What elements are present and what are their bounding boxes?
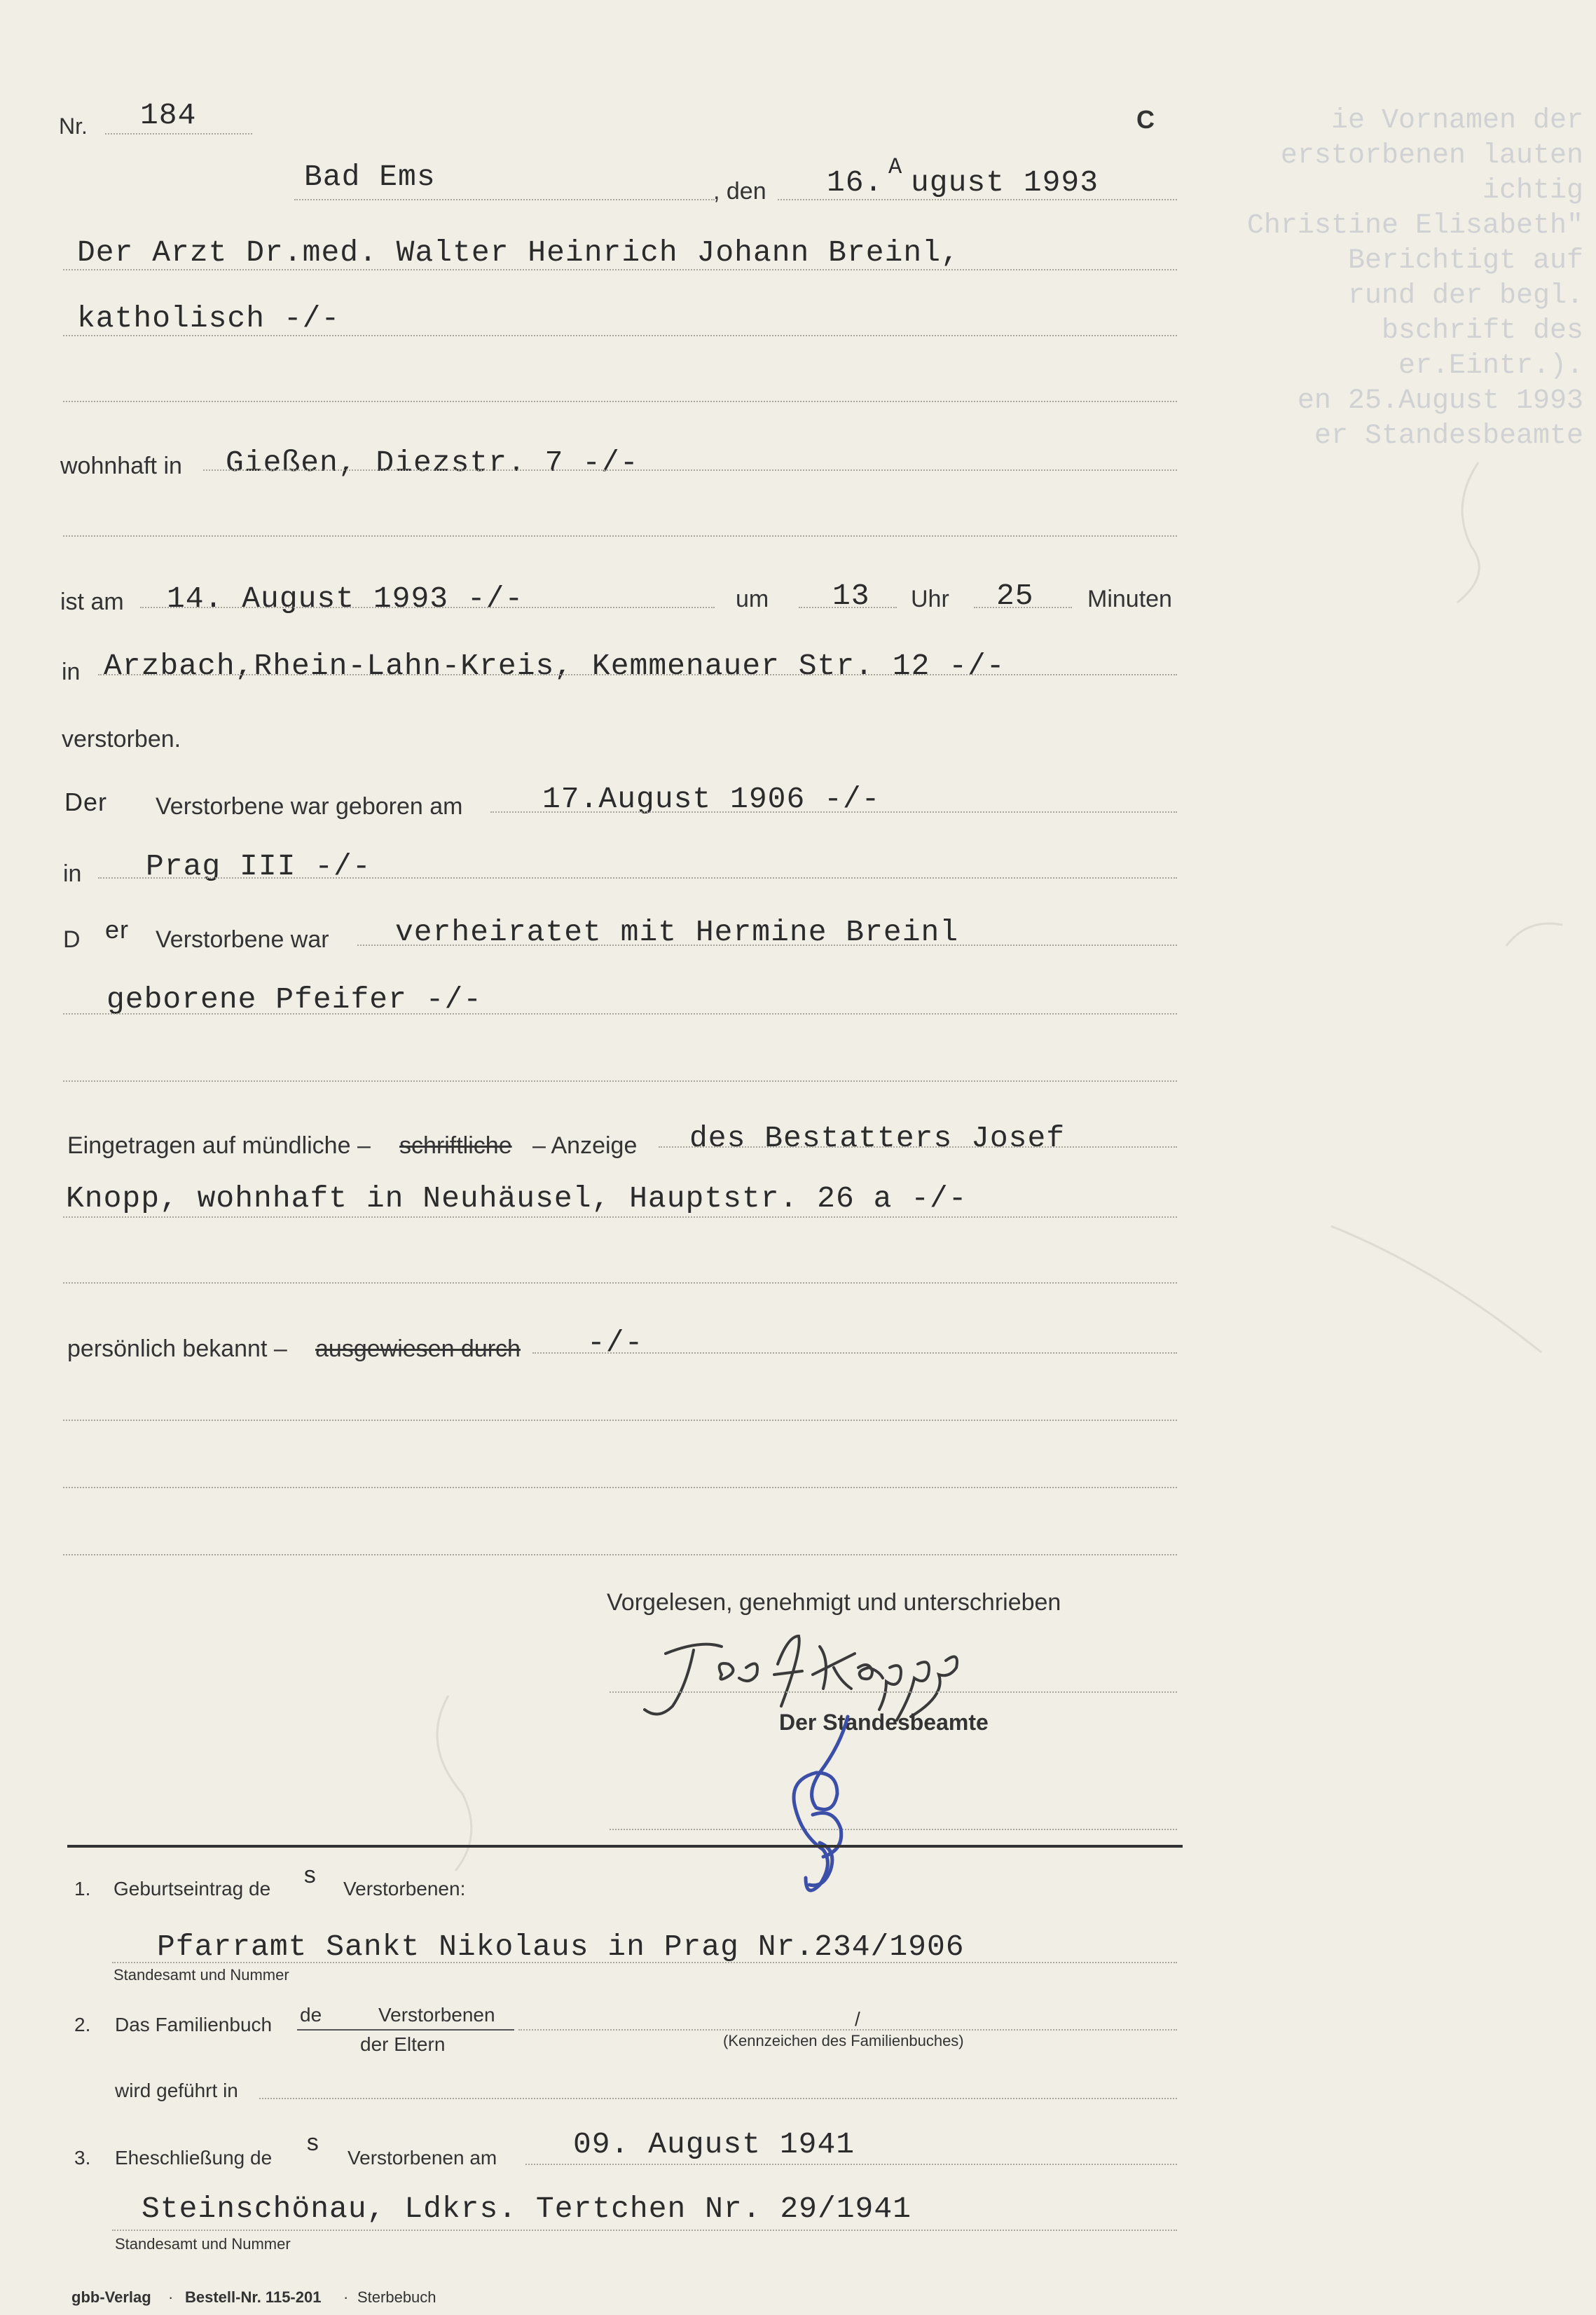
bleed-line: en 25.August 1993 bbox=[1297, 385, 1583, 417]
note-1-number: 1. bbox=[74, 1878, 91, 1900]
death-minutes: 25 bbox=[996, 579, 1034, 613]
marital-prefix-er: er bbox=[105, 915, 130, 944]
nr-label: Nr. bbox=[59, 114, 88, 139]
dotted-line bbox=[63, 1420, 1177, 1421]
note-2-de: de bbox=[300, 2004, 322, 2026]
bleed-line: bschrift des bbox=[1381, 315, 1583, 347]
dotted-line bbox=[799, 607, 897, 608]
dotted-line bbox=[63, 1013, 1177, 1015]
note-2-number: 2. bbox=[74, 2014, 91, 2035]
dotted-line bbox=[140, 607, 715, 608]
place-line bbox=[294, 199, 715, 200]
nr-value: 184 bbox=[140, 98, 197, 132]
dotted-line bbox=[659, 1146, 1177, 1148]
date-line bbox=[778, 199, 1177, 200]
dotted-line bbox=[63, 1080, 1177, 1082]
bleed-line: er.Eintr.). bbox=[1398, 350, 1583, 382]
marital-label: Verstorbene war bbox=[156, 926, 329, 953]
death-hour: 13 bbox=[832, 579, 870, 613]
note-1-label-b: Verstorbenen: bbox=[343, 1878, 466, 1900]
registration-line-2: Knopp, wohnhaft in Neuhäusel, Hauptstr. 26 a -/- bbox=[66, 1181, 968, 1216]
bleed-line: ichtig bbox=[1482, 175, 1583, 207]
note-2-verstorbenen: Verstorbenen bbox=[378, 2004, 495, 2026]
dotted-line bbox=[297, 2029, 514, 2031]
dotted-line bbox=[974, 607, 1072, 608]
bleed-line: er Standesbeamte bbox=[1314, 420, 1583, 452]
death-uhr-label: Uhr bbox=[911, 586, 949, 612]
bleed-line: erstorbenen lauten bbox=[1280, 140, 1583, 172]
birth-in-label: in bbox=[63, 860, 82, 887]
footer-sep: · bbox=[168, 2288, 174, 2306]
birth-date: 17.August 1906 -/- bbox=[542, 782, 881, 816]
reporter-line-1: Der Arzt Dr.med. Walter Heinrich Johann Breinl, bbox=[77, 235, 960, 270]
dotted-line bbox=[63, 1487, 1177, 1488]
dotted-line bbox=[98, 877, 1177, 879]
identity-label: persönlich bekannt – bbox=[67, 1335, 287, 1362]
dotted-line bbox=[525, 2164, 1177, 2165]
birth-label: Verstorbene war geboren am bbox=[156, 793, 463, 820]
bleed-line: ie Vornamen der bbox=[1330, 105, 1583, 137]
note-2-slash: / bbox=[855, 2008, 860, 2030]
dotted-line bbox=[63, 1216, 1177, 1218]
note-3-number: 3. bbox=[74, 2147, 91, 2169]
note-2-kennzeichen: (Kennzeichen des Familienbuches) bbox=[723, 2032, 964, 2049]
nr-line bbox=[105, 133, 252, 135]
corner-letter: C bbox=[1136, 105, 1155, 134]
dotted-line bbox=[532, 1352, 1177, 1354]
note-1-label-a: Geburtseintrag de bbox=[113, 1878, 271, 1900]
reporter-line-2: katholisch -/- bbox=[77, 301, 340, 336]
registration-line-1: des Bestatters Josef bbox=[689, 1121, 1066, 1155]
dotted-line bbox=[63, 1554, 1177, 1555]
dotted-line bbox=[63, 535, 1177, 537]
death-ist-am-label: ist am bbox=[60, 589, 124, 615]
dotted-line bbox=[112, 2230, 1177, 2231]
footer-publisher: gbb-Verlag bbox=[71, 2288, 151, 2306]
death-date: 14. August 1993 -/- bbox=[167, 582, 524, 616]
birth-prefix: Der bbox=[64, 788, 108, 816]
marital-line-2: geborene Pfeifer -/- bbox=[106, 982, 483, 1017]
dotted-line bbox=[203, 469, 1177, 471]
dotted-line bbox=[610, 1691, 1177, 1693]
dotted-line bbox=[63, 1282, 1177, 1284]
note-2-eltern: der Eltern bbox=[360, 2033, 446, 2055]
dotted-line bbox=[518, 2029, 1177, 2031]
note-3-value: Steinschönau, Ldkrs. Tertchen Nr. 29/1941 bbox=[142, 2192, 911, 2226]
confirm-label: Vorgelesen, genehmigt und unterschrieben bbox=[607, 1589, 1061, 1616]
footer-order: Bestell-Nr. 115-201 bbox=[185, 2288, 322, 2306]
note-3-s: s bbox=[305, 2131, 321, 2158]
death-um-label: um bbox=[736, 586, 769, 612]
death-place: Arzbach,Rhein-Lahn-Kreis, Kemmenauer Str. 12 -/- bbox=[104, 649, 1005, 683]
marital-line-1: verheiratet mit Hermine Breinl bbox=[395, 915, 959, 949]
registrar-label: Der Standesbeamte bbox=[779, 1710, 989, 1735]
date-caret: A bbox=[888, 154, 903, 180]
section-separator bbox=[67, 1845, 1183, 1848]
dotted-line bbox=[63, 335, 1177, 336]
registration-struck: schriftliche bbox=[399, 1132, 512, 1159]
note-3-date: 09. August 1941 bbox=[573, 2127, 855, 2162]
note-1-value: Pfarramt Sankt Nikolaus in Prag Nr.234/1906 bbox=[157, 1930, 965, 1964]
dotted-line bbox=[357, 944, 1177, 946]
bleed-line: Christine Elisabeth" bbox=[1246, 210, 1583, 242]
death-in-label: in bbox=[62, 659, 81, 685]
residence-value: Gießen, Diezstr. 7 -/- bbox=[226, 446, 639, 480]
dotted-line bbox=[98, 674, 1177, 675]
registrar-signature bbox=[764, 1710, 883, 1913]
place-value: Bad Ems bbox=[304, 160, 436, 194]
note-3-label-a: Eheschließung de bbox=[115, 2147, 273, 2169]
dotted-line bbox=[490, 811, 1177, 813]
note-2-wird: wird geführt in bbox=[115, 2080, 238, 2101]
note-3-sub: Standesamt und Nummer bbox=[115, 2235, 291, 2253]
note-3-label-b: Verstorbenen am bbox=[348, 2147, 497, 2169]
dotted-line bbox=[63, 269, 1177, 270]
identity-struck: ausgewiesen durch bbox=[315, 1335, 521, 1362]
note-1-s: s bbox=[303, 1864, 318, 1890]
marital-prefix-d: D bbox=[63, 926, 81, 953]
registration-label-end: – Anzeige bbox=[532, 1132, 638, 1159]
dotted-line bbox=[63, 401, 1177, 402]
date-rest: ugust 1993 bbox=[911, 165, 1099, 200]
bleed-line: Berichtigt auf bbox=[1347, 245, 1583, 277]
footer-sep: · bbox=[343, 2288, 349, 2306]
note-1-sub: Standesamt und Nummer bbox=[113, 1966, 289, 1984]
footer-kind: Sterbebuch bbox=[357, 2288, 436, 2306]
date-day: 16. bbox=[827, 165, 883, 200]
birth-place: Prag III -/- bbox=[146, 849, 371, 884]
dotted-line bbox=[610, 1829, 1177, 1830]
death-verstorben-label: verstorben. bbox=[62, 726, 181, 753]
residence-label: wohnhaft in bbox=[60, 453, 182, 479]
bleed-line: rund der begl. bbox=[1347, 280, 1583, 312]
dotted-line bbox=[112, 1962, 1177, 1963]
identity-value: -/- bbox=[587, 1326, 644, 1360]
den-label: , den bbox=[713, 178, 766, 205]
death-minuten-label: Minuten bbox=[1087, 586, 1172, 612]
dotted-line bbox=[259, 2098, 1177, 2099]
registration-label-start: Eingetragen auf mündliche – bbox=[67, 1132, 371, 1159]
note-2-label: Das Familienbuch bbox=[115, 2014, 273, 2035]
